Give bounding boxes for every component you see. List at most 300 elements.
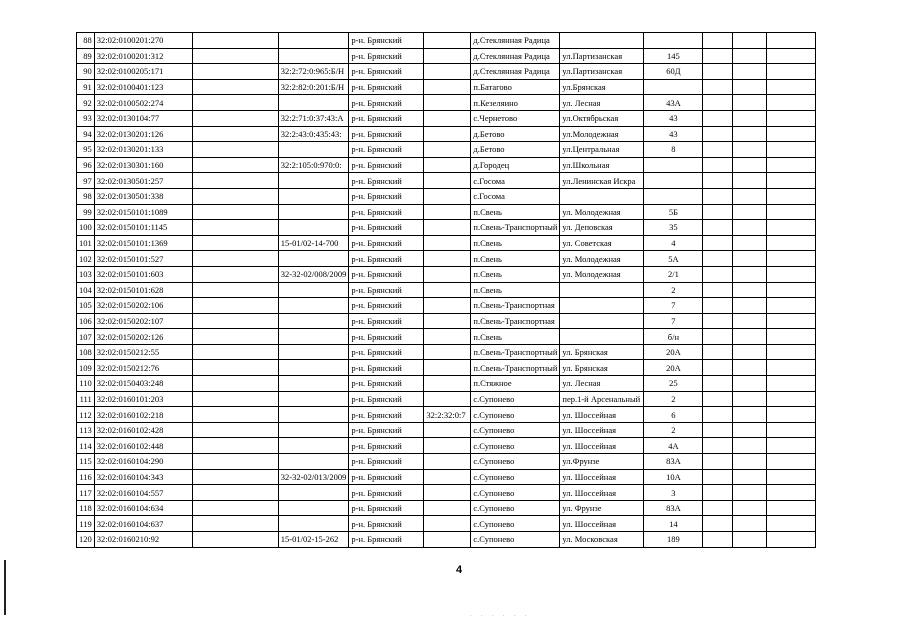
cell-settlement: п.Батагово [471,79,560,95]
table-row [77,64,816,80]
cell-cadastral-number: 32:02:0100401:123 [94,79,192,95]
table-row [77,48,816,64]
cell-conditional-number [424,485,471,501]
cell-house-number: 35 [644,220,703,236]
table-row [77,282,816,298]
cell-house-number [644,33,703,49]
cell-old-number [192,126,278,142]
cell-old-number [192,422,278,438]
table-row [77,126,816,142]
cell-house-number: 43 [644,110,703,126]
cell-settlement: п.Свень [471,204,560,220]
cell-row-number: 99 [77,204,95,220]
cell-house-number: 7 [644,298,703,314]
cell-extra-b [733,391,767,407]
cell-extra-b [733,407,767,423]
table-row [77,157,816,173]
cell-extra-b [733,329,767,345]
table-row [77,469,816,485]
cell-conditional-number [424,220,471,236]
cell-extra-c [767,391,816,407]
cell-extra-a [703,344,733,360]
cell-conditional-number [424,313,471,329]
cell-extra-a [703,235,733,251]
cell-empty-column: р-н. Брянский [349,110,424,126]
cell-district [278,282,349,298]
cell-row-number: 96 [77,157,95,173]
cell-row-number: 102 [77,251,95,267]
cell-extra-c [767,313,816,329]
cell-settlement: д.Стеклянная Радица [471,48,560,64]
cell-settlement: с.Супонево [471,469,560,485]
cell-street: ул. Лесная [560,95,644,111]
cell-conditional-number [424,344,471,360]
cell-conditional-number [424,235,471,251]
cell-district [278,33,349,49]
cell-extra-b [733,469,767,485]
cell-empty-column: р-н. Брянский [349,266,424,282]
cell-row-number: 100 [77,220,95,236]
cell-street: ул. Молодежная [560,251,644,267]
cell-street: ул. Шоссейная [560,469,644,485]
cell-extra-b [733,344,767,360]
cell-conditional-number [424,126,471,142]
cell-extra-b [733,142,767,158]
cell-row-number: 94 [77,126,95,142]
table-row [77,391,816,407]
cell-empty-column: р-н. Брянский [349,48,424,64]
cell-extra-a [703,266,733,282]
cell-extra-a [703,157,733,173]
cell-conditional-number [424,188,471,204]
cell-street: ул. Фрунзе [560,500,644,516]
cell-extra-b [733,298,767,314]
cell-district [278,251,349,267]
cell-extra-a [703,438,733,454]
cell-empty-column: р-н. Брянский [349,313,424,329]
cell-old-number [192,454,278,470]
cell-cadastral-number: 32:02:0160102:448 [94,438,192,454]
cell-empty-column: р-н. Брянский [349,188,424,204]
cell-old-number [192,344,278,360]
cell-extra-b [733,110,767,126]
cell-row-number: 101 [77,235,95,251]
cell-cadastral-number: 32:02:0160104:290 [94,454,192,470]
cell-conditional-number [424,266,471,282]
cell-district: 15-01/02-14-700 [278,235,349,251]
cell-extra-c [767,360,816,376]
cell-empty-column: р-н. Брянский [349,235,424,251]
cell-row-number: 104 [77,282,95,298]
cell-old-number [192,485,278,501]
cell-extra-c [767,95,816,111]
cell-house-number [644,79,703,95]
cell-extra-a [703,485,733,501]
cell-house-number: 6 [644,407,703,423]
cell-street: ул.Центральная [560,142,644,158]
cell-settlement: с.Супонево [471,532,560,548]
cell-extra-c [767,407,816,423]
cell-extra-a [703,454,733,470]
cell-district: 15-01/02-15-262 [278,532,349,548]
cell-street: ул. Московская [560,532,644,548]
cell-extra-a [703,220,733,236]
cell-house-number [644,188,703,204]
cell-conditional-number [424,376,471,392]
cell-extra-c [767,438,816,454]
table-row [77,485,816,501]
cell-settlement: п.Свень-Транспортная [471,298,560,314]
table-row [77,329,816,345]
cell-cadastral-number: 32:02:0100201:270 [94,33,192,49]
cell-old-number [192,360,278,376]
table-row [77,313,816,329]
table-row [77,188,816,204]
cell-empty-column: р-н. Брянский [349,157,424,173]
cell-conditional-number [424,142,471,158]
cell-street: ул.Партизанская [560,48,644,64]
cell-extra-c [767,142,816,158]
cell-row-number: 116 [77,469,95,485]
cell-street: ул. Лесная [560,376,644,392]
cell-extra-c [767,422,816,438]
cell-extra-a [703,251,733,267]
cell-extra-c [767,157,816,173]
table-row [77,360,816,376]
cell-empty-column: р-н. Брянский [349,407,424,423]
table-row [77,454,816,470]
scan-edge-mark [4,560,6,615]
cell-cadastral-number: 32:02:0160104:343 [94,469,192,485]
cell-settlement: п.Свень [471,282,560,298]
cell-row-number: 119 [77,516,95,532]
cell-district [278,485,349,501]
cell-extra-a [703,204,733,220]
cell-settlement: с.Госома [471,188,560,204]
cell-settlement: с.Супонево [471,485,560,501]
cell-extra-c [767,376,816,392]
cell-house-number: 5А [644,251,703,267]
cell-street [560,33,644,49]
cell-district [278,407,349,423]
cell-cadastral-number: 32:02:0130104:77 [94,110,192,126]
cell-settlement: п.Свень-Транспортный [471,360,560,376]
cell-cadastral-number: 32:02:0160210:92 [94,532,192,548]
cell-street: ул.Брянская [560,79,644,95]
cell-settlement: д.Стеклянная Радица [471,33,560,49]
cell-cadastral-number: 32:02:0150101:527 [94,251,192,267]
cell-settlement: п.Стяжное [471,376,560,392]
cell-conditional-number [424,438,471,454]
cell-empty-column: р-н. Брянский [349,142,424,158]
cell-row-number: 98 [77,188,95,204]
cell-house-number: 2 [644,422,703,438]
cell-street [560,298,644,314]
cell-cadastral-number: 32:02:0160104:637 [94,516,192,532]
cell-house-number: 60Д [644,64,703,80]
cell-street: ул. Шоссейная [560,422,644,438]
cell-row-number: 89 [77,48,95,64]
table-row [77,110,816,126]
table-row [77,516,816,532]
cell-conditional-number: 32:2:32:0:7 [424,407,471,423]
cell-empty-column: р-н. Брянский [349,438,424,454]
cell-old-number [192,516,278,532]
cell-house-number: 10А [644,469,703,485]
cell-district [278,313,349,329]
cell-old-number [192,48,278,64]
cell-house-number: 25 [644,376,703,392]
cell-cadastral-number: 32:02:0130501:338 [94,188,192,204]
cell-extra-b [733,220,767,236]
cell-extra-c [767,235,816,251]
cell-street: ул.Молодежная [560,126,644,142]
cell-settlement: с.Супонево [471,391,560,407]
cell-row-number: 92 [77,95,95,111]
cell-house-number: 83А [644,500,703,516]
cell-extra-c [767,173,816,189]
cell-empty-column: р-н. Брянский [349,204,424,220]
cell-house-number [644,157,703,173]
cell-old-number [192,64,278,80]
cell-old-number [192,500,278,516]
cell-street: ул. Шоссейная [560,485,644,501]
cell-conditional-number [424,329,471,345]
cell-extra-b [733,157,767,173]
table-row [77,235,816,251]
cell-street: ул.Ленинская Искра [560,173,644,189]
cell-house-number: 8 [644,142,703,158]
cell-extra-c [767,110,816,126]
cell-extra-a [703,48,733,64]
cell-extra-c [767,516,816,532]
cell-old-number [192,282,278,298]
cell-extra-c [767,454,816,470]
cell-empty-column: р-н. Брянский [349,360,424,376]
cell-conditional-number [424,500,471,516]
cell-empty-column: р-н. Брянский [349,126,424,142]
cell-district [278,391,349,407]
cell-extra-c [767,48,816,64]
cell-row-number: 117 [77,485,95,501]
cell-street [560,313,644,329]
cell-settlement: п.Свень [471,266,560,282]
cell-conditional-number [424,532,471,548]
cell-settlement: с.Супонево [471,438,560,454]
cell-cadastral-number: 32:02:0160102:218 [94,407,192,423]
table-row [77,173,816,189]
cell-row-number: 113 [77,422,95,438]
cell-district [278,360,349,376]
cell-house-number: 7 [644,313,703,329]
cell-cadastral-number: 32:02:0130301:160 [94,157,192,173]
cell-conditional-number [424,360,471,376]
cell-row-number: 105 [77,298,95,314]
cell-cadastral-number: 32:02:0150101:603 [94,266,192,282]
cell-extra-a [703,126,733,142]
cell-district [278,329,349,345]
cell-conditional-number [424,64,471,80]
cell-house-number: 4А [644,438,703,454]
cell-extra-b [733,516,767,532]
cell-empty-column: р-н. Брянский [349,485,424,501]
cell-district: 32:2:72:0:965:Б/Н [278,64,349,80]
cell-extra-c [767,188,816,204]
cell-cadastral-number: 32:02:0150202:126 [94,329,192,345]
cell-row-number: 106 [77,313,95,329]
cell-extra-b [733,532,767,548]
cell-district [278,220,349,236]
cell-old-number [192,251,278,267]
cell-extra-a [703,173,733,189]
cell-extra-c [767,329,816,345]
cell-empty-column: р-н. Брянский [349,532,424,548]
cell-extra-c [767,344,816,360]
cell-row-number: 91 [77,79,95,95]
cell-cadastral-number: 32:02:0150403:248 [94,376,192,392]
cell-extra-b [733,438,767,454]
cell-old-number [192,220,278,236]
cell-settlement: с.Госома [471,173,560,189]
cell-old-number [192,173,278,189]
cell-extra-b [733,485,767,501]
cell-settlement: д.Городец [471,157,560,173]
cell-settlement: п.Свень-Транспортный [471,220,560,236]
cell-row-number: 107 [77,329,95,345]
cell-extra-b [733,48,767,64]
cell-row-number: 120 [77,532,95,548]
cell-street: ул.Партизанская [560,64,644,80]
cell-old-number [192,157,278,173]
cell-conditional-number [424,173,471,189]
cell-district [278,438,349,454]
cell-street: ул. Брянская [560,344,644,360]
cell-row-number: 108 [77,344,95,360]
cell-extra-a [703,469,733,485]
cell-settlement: д.Бетово [471,142,560,158]
cell-house-number: 2 [644,391,703,407]
cell-cadastral-number: 32:02:0130501:257 [94,173,192,189]
cell-row-number: 111 [77,391,95,407]
table-row [77,95,816,111]
cell-extra-b [733,173,767,189]
cell-old-number [192,110,278,126]
cell-extra-b [733,454,767,470]
cell-extra-b [733,64,767,80]
table-row [77,422,816,438]
cell-house-number: 2/1 [644,266,703,282]
cell-extra-c [767,282,816,298]
cell-empty-column: р-н. Брянский [349,251,424,267]
cell-row-number: 103 [77,266,95,282]
cell-extra-a [703,110,733,126]
table-row [77,532,816,548]
cell-old-number [192,438,278,454]
cell-row-number: 114 [77,438,95,454]
table-row [77,220,816,236]
cell-extra-c [767,79,816,95]
cell-district [278,173,349,189]
cell-conditional-number [424,282,471,298]
cell-extra-b [733,188,767,204]
cell-extra-a [703,95,733,111]
cell-district: 32:2:82:0:201:Б/Н [278,79,349,95]
cell-old-number [192,79,278,95]
cell-extra-c [767,532,816,548]
cell-district [278,516,349,532]
cell-empty-column: р-н. Брянский [349,79,424,95]
cell-old-number [192,204,278,220]
cell-conditional-number [424,454,471,470]
cell-settlement: д.Бетово [471,126,560,142]
cell-empty-column: р-н. Брянский [349,64,424,80]
cell-row-number: 97 [77,173,95,189]
cell-district [278,376,349,392]
cell-district [278,142,349,158]
table-row [77,142,816,158]
cell-old-number [192,532,278,548]
cell-cadastral-number: 32:02:0160101:203 [94,391,192,407]
cell-empty-column: р-н. Брянский [349,95,424,111]
cell-settlement: с.Супонево [471,454,560,470]
cell-extra-b [733,95,767,111]
cell-cadastral-number: 32:02:0130201:133 [94,142,192,158]
table-row [77,344,816,360]
cell-old-number [192,391,278,407]
cell-empty-column: р-н. Брянский [349,329,424,345]
cell-street: ул. Шоссейная [560,516,644,532]
cell-settlement: п.Свень-Транспортная [471,313,560,329]
cell-conditional-number [424,157,471,173]
cell-conditional-number [424,33,471,49]
cell-old-number [192,469,278,485]
cell-street: ул. Шоссейная [560,438,644,454]
cell-street: ул.Фрунзе [560,454,644,470]
cell-street [560,188,644,204]
cell-empty-column: р-н. Брянский [349,298,424,314]
cell-old-number [192,313,278,329]
cell-extra-c [767,126,816,142]
cell-district [278,422,349,438]
cell-settlement: п.Свень [471,329,560,345]
cell-extra-a [703,33,733,49]
cell-extra-b [733,282,767,298]
cell-settlement: с.Супонево [471,407,560,423]
cell-old-number [192,266,278,282]
cell-row-number: 90 [77,64,95,80]
cell-cadastral-number: 32:02:0150101:1145 [94,220,192,236]
cell-empty-column: р-н. Брянский [349,469,424,485]
cell-cadastral-number: 32:02:0150202:106 [94,298,192,314]
cell-extra-c [767,469,816,485]
cell-street: ул. Молодежная [560,204,644,220]
cell-conditional-number [424,422,471,438]
cell-extra-a [703,500,733,516]
cell-house-number [644,173,703,189]
cell-extra-b [733,422,767,438]
cell-settlement: с.Супонево [471,516,560,532]
cell-cadastral-number: 32:02:0160102:428 [94,422,192,438]
cell-cadastral-number: 32:02:0150101:628 [94,282,192,298]
cell-settlement: с.Супонево [471,500,560,516]
cell-district [278,48,349,64]
cell-empty-column: р-н. Брянский [349,33,424,49]
cell-conditional-number [424,469,471,485]
cell-extra-b [733,251,767,267]
cell-conditional-number [424,516,471,532]
cell-extra-b [733,500,767,516]
cell-house-number: 145 [644,48,703,64]
